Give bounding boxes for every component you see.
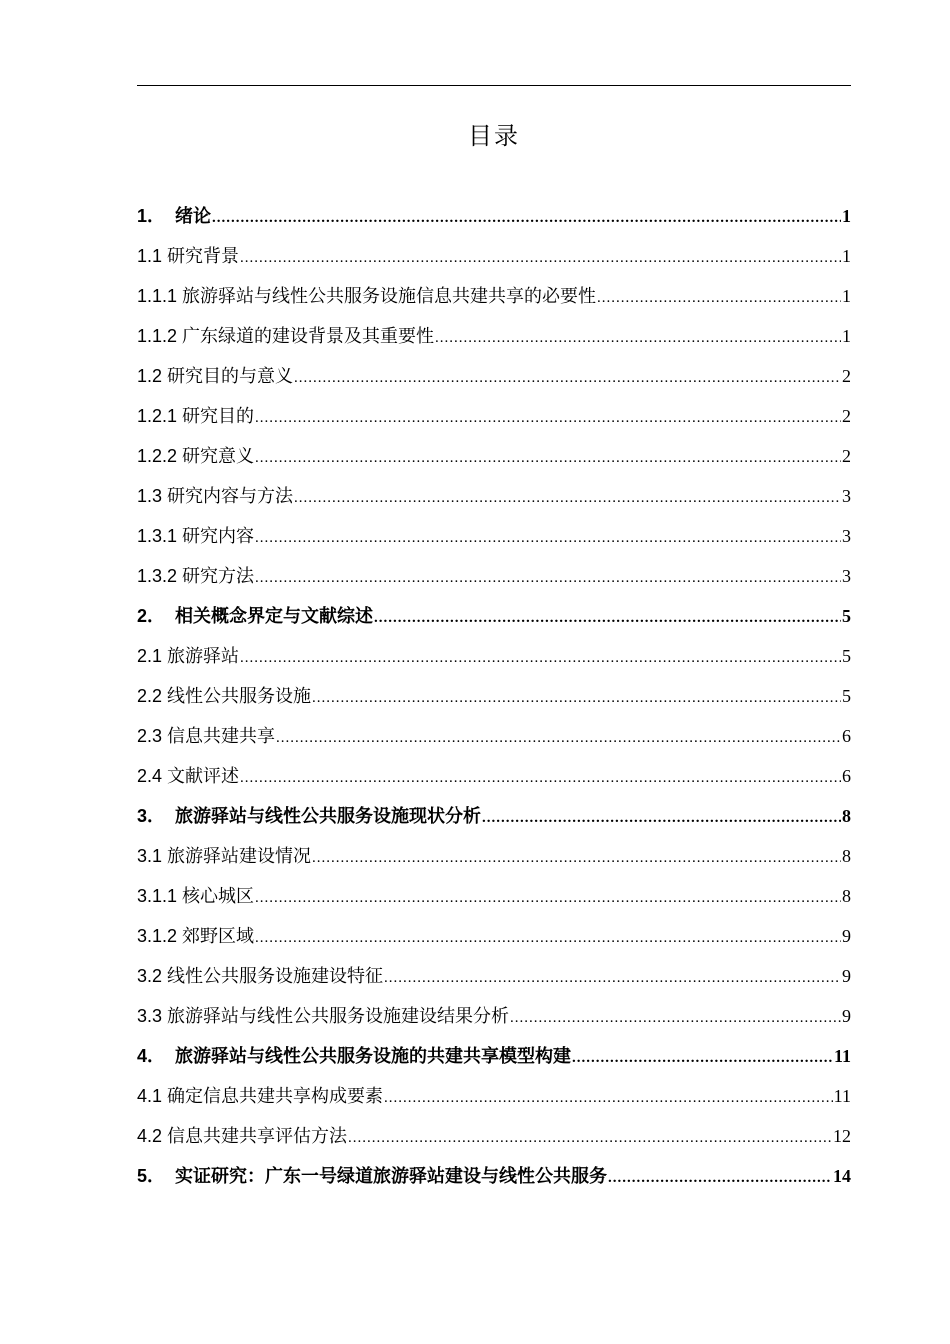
toc-dot-leader bbox=[212, 198, 841, 236]
toc-entry-number: 4.2 bbox=[137, 1126, 163, 1146]
toc-entry-number: 1.3 bbox=[137, 486, 163, 506]
toc-entry-number: 4.1 bbox=[137, 1086, 163, 1106]
toc-entry-page-number: 14 bbox=[833, 1166, 851, 1186]
toc-entry-page-number: 2 bbox=[842, 406, 851, 426]
toc-entry[interactable] bbox=[137, 476, 851, 516]
toc-entry-title: 旅游驿站建设情况 bbox=[167, 846, 312, 867]
toc-entry[interactable] bbox=[137, 1116, 851, 1156]
toc-entry-number: 2.4 bbox=[137, 766, 163, 786]
toc-dot-leader bbox=[312, 838, 841, 876]
toc-entry-title: 文献评述 bbox=[167, 766, 240, 787]
toc-entry-title: 研究内容 bbox=[182, 526, 255, 547]
toc-entry-title: 线性公共服务设施 bbox=[167, 686, 312, 707]
toc-entry-number: 1.3.1 bbox=[137, 526, 178, 546]
toc-entry-number: 3.1.2 bbox=[137, 926, 178, 946]
toc-dot-leader bbox=[510, 998, 841, 1036]
toc-dot-leader bbox=[255, 518, 841, 556]
toc-entry-page-number: 1 bbox=[842, 246, 851, 266]
toc-dot-leader bbox=[597, 278, 841, 316]
toc-entry-title: 旅游驿站与线性公共服务设施建设结果分析 bbox=[167, 1006, 510, 1027]
toc-dot-leader bbox=[255, 438, 841, 476]
toc-dot-leader bbox=[294, 358, 841, 396]
toc-entry-number: 3． bbox=[137, 806, 166, 826]
toc-entry-number: 3.2 bbox=[137, 966, 163, 986]
toc-entry-page-number: 8 bbox=[842, 806, 851, 826]
toc-entry-number: 2.1 bbox=[137, 646, 163, 666]
toc-entry-page-number: 9 bbox=[842, 1006, 851, 1026]
toc-entry-number: 2． bbox=[137, 606, 166, 626]
toc-entry-page-number: 11 bbox=[833, 1046, 851, 1066]
toc-dot-leader bbox=[240, 758, 841, 796]
toc-entry[interactable] bbox=[137, 516, 851, 556]
toc-entry-number: 1.2.1 bbox=[137, 406, 178, 426]
toc-entry[interactable] bbox=[137, 956, 851, 996]
toc-entry[interactable] bbox=[137, 1156, 851, 1196]
toc-dot-leader bbox=[255, 558, 841, 596]
toc-dot-leader bbox=[276, 718, 841, 756]
toc-entry-page-number: 2 bbox=[842, 446, 851, 466]
toc-entry-title: 旅游驿站 bbox=[167, 646, 240, 667]
toc-entry-page-number: 3 bbox=[842, 566, 851, 586]
toc-entry[interactable] bbox=[137, 276, 851, 316]
toc-entry-page-number: 12 bbox=[833, 1126, 851, 1146]
toc-entry-number: 1.1.1 bbox=[137, 286, 178, 306]
toc-entry-page-number: 9 bbox=[842, 926, 851, 946]
toc-dot-leader bbox=[255, 918, 841, 956]
toc-dot-leader bbox=[240, 238, 841, 276]
toc-entry[interactable] bbox=[137, 636, 851, 676]
toc-entry-number: 1.2.2 bbox=[137, 446, 178, 466]
toc-entry-page-number: 1 bbox=[842, 286, 851, 306]
toc-entry-title: 研究目的与意义 bbox=[167, 366, 294, 387]
toc-entry-number: 3.1 bbox=[137, 846, 163, 866]
toc-entry-page-number: 1 bbox=[842, 206, 851, 226]
toc-entry-number: 1.1.2 bbox=[137, 326, 178, 346]
toc-title: 目录 bbox=[468, 122, 520, 150]
toc-entry-page-number: 3 bbox=[842, 526, 851, 546]
toc-entry[interactable] bbox=[137, 676, 851, 716]
toc-entry-page-number: 8 bbox=[842, 846, 851, 866]
toc-entry[interactable] bbox=[137, 796, 851, 836]
toc-entry-page-number: 2 bbox=[842, 366, 851, 386]
toc-entry-title: 广东绿道的建设背景及其重要性 bbox=[182, 326, 435, 347]
toc-entry[interactable] bbox=[137, 996, 851, 1036]
toc-dot-leader bbox=[294, 478, 841, 516]
toc-dot-leader bbox=[435, 318, 841, 356]
toc-entry[interactable] bbox=[137, 316, 851, 356]
toc-entry-page-number: 8 bbox=[842, 886, 851, 906]
header-rule bbox=[137, 85, 851, 86]
toc-entry-number: 1． bbox=[137, 206, 166, 226]
toc-entry-page-number: 1 bbox=[842, 326, 851, 346]
toc-entry-page-number: 6 bbox=[842, 766, 851, 786]
toc-entry-title: 核心城区 bbox=[182, 886, 255, 907]
toc-entry-number: 3.3 bbox=[137, 1006, 163, 1026]
toc-entry-page-number: 6 bbox=[842, 726, 851, 746]
toc-entry-title: 绪论 bbox=[175, 206, 212, 227]
toc-entry[interactable] bbox=[137, 916, 851, 956]
toc-entry-title: 相关概念界定与文献综述 bbox=[175, 606, 374, 627]
toc-entry[interactable] bbox=[137, 836, 851, 876]
toc-entry-page-number: 5 bbox=[842, 686, 851, 706]
toc-entry-title: 旅游驿站与线性公共服务设施现状分析 bbox=[175, 806, 482, 827]
toc-dot-leader bbox=[572, 1038, 833, 1076]
toc-dot-leader bbox=[482, 798, 841, 836]
toc-entry-number: 2.2 bbox=[137, 686, 163, 706]
toc-entry-page-number: 5 bbox=[842, 646, 851, 666]
toc-entry-page-number: 9 bbox=[842, 966, 851, 986]
toc-entry[interactable] bbox=[137, 716, 851, 756]
toc-entry[interactable] bbox=[137, 1036, 851, 1076]
toc-entry-number: 1.1 bbox=[137, 246, 163, 266]
toc-dot-leader bbox=[374, 598, 841, 636]
toc-entry-page-number: 5 bbox=[842, 606, 851, 626]
toc-entry-title: 线性公共服务设施建设特征 bbox=[167, 966, 384, 987]
toc-entry-title: 郊野区域 bbox=[182, 926, 255, 947]
toc-dot-leader bbox=[312, 678, 841, 716]
toc-dot-leader bbox=[240, 638, 841, 676]
toc-list bbox=[137, 196, 851, 1196]
toc-entry-title: 信息共建共享 bbox=[167, 726, 276, 747]
toc-entry-title: 实证研究：广东一号绿道旅游驿站建设与线性公共服务 bbox=[175, 1166, 608, 1187]
toc-entry[interactable] bbox=[137, 1076, 851, 1116]
toc-entry-title: 确定信息共建共享构成要素 bbox=[167, 1086, 384, 1107]
toc-entry-page-number: 3 bbox=[842, 486, 851, 506]
toc-dot-leader bbox=[608, 1158, 832, 1196]
toc-dot-leader bbox=[255, 398, 841, 436]
toc-entry[interactable] bbox=[137, 876, 851, 916]
toc-entry-title: 旅游驿站与线性公共服务设施信息共建共享的必要性 bbox=[182, 286, 597, 307]
toc-entry-title: 研究目的 bbox=[182, 406, 255, 427]
toc-entry-title: 研究方法 bbox=[182, 566, 255, 587]
toc-dot-leader bbox=[384, 958, 841, 996]
toc-entry-title: 信息共建共享评估方法 bbox=[167, 1126, 348, 1147]
toc-dot-leader bbox=[255, 878, 841, 916]
toc-entry-page-number: 11 bbox=[833, 1086, 851, 1106]
toc-entry[interactable] bbox=[137, 556, 851, 596]
toc-entry-number: 1.3.2 bbox=[137, 566, 178, 586]
toc-entry-title: 研究内容与方法 bbox=[167, 486, 294, 507]
toc-entry-title: 研究背景 bbox=[167, 246, 240, 267]
toc-entry[interactable] bbox=[137, 356, 851, 396]
toc-entry-number: 5． bbox=[137, 1166, 166, 1186]
toc-entry-number: 4． bbox=[137, 1046, 166, 1066]
toc-dot-leader bbox=[384, 1078, 833, 1116]
toc-entry-title: 研究意义 bbox=[182, 446, 255, 467]
toc-entry-title: 旅游驿站与线性公共服务设施的共建共享模型构建 bbox=[175, 1046, 572, 1067]
toc-entry-number: 1.2 bbox=[137, 366, 163, 386]
toc-entry[interactable] bbox=[137, 596, 851, 636]
toc-entry[interactable] bbox=[137, 436, 851, 476]
toc-entry-number: 2.3 bbox=[137, 726, 163, 746]
toc-entry[interactable] bbox=[137, 196, 851, 236]
toc-entry[interactable] bbox=[137, 396, 851, 436]
toc-entry[interactable] bbox=[137, 236, 851, 276]
toc-entry-number: 3.1.1 bbox=[137, 886, 178, 906]
toc-dot-leader bbox=[348, 1118, 832, 1156]
toc-entry[interactable] bbox=[137, 756, 851, 796]
